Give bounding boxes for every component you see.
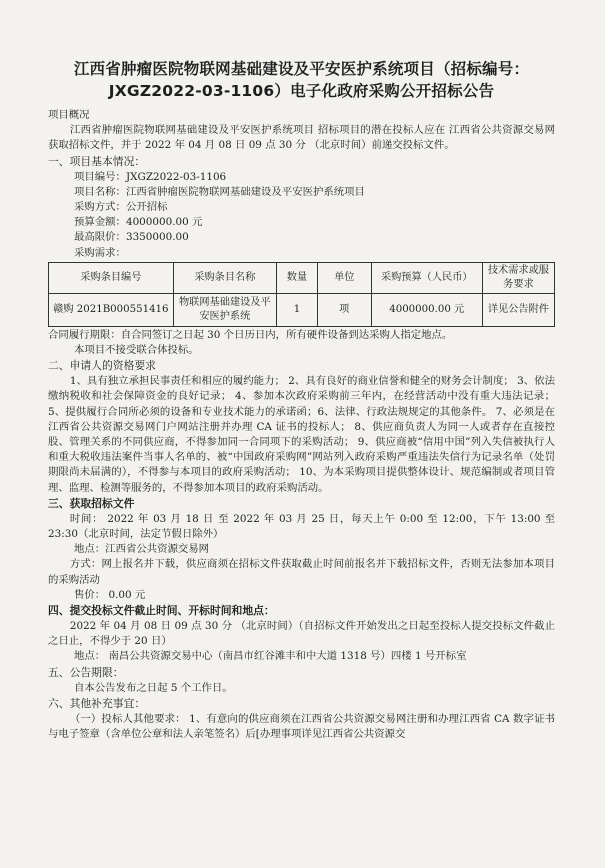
cell-unit: 项	[317, 293, 371, 326]
overview-heading: 项目概况	[48, 109, 90, 121]
contract-period: 合同履行期限：自合同签订之日起 30 个日历日内，所有硬件设备到达采购人指定地点。	[48, 328, 453, 341]
section4-heading: 四、提交投标文件截止时间、开标时间和地点：	[48, 604, 275, 618]
cell-quantity: 1	[277, 293, 318, 326]
document-price: 售价： 0.00 元	[74, 588, 146, 601]
section2-heading: 二、申请人的资格要求	[48, 359, 156, 373]
supplementary-text: （一）投标人其他要求： 1、有意向的供应商须在江西省公共资源交易网注册和办理江西省 CA 数字证书与电子签章（含单位公章和法人亲笔签名）后[办理事项详见江西省公共资源交	[48, 712, 555, 741]
deadline-time: 2022 年 04 月 08 日 09 点 30 分 （北京时间）（自招标文件开始发出之日起至投标人提交投标文件截止之日止，不得少于 20 日）	[48, 620, 555, 648]
table-header-row	[49, 262, 555, 293]
section1-heading: 一、项目基本情况：	[48, 154, 146, 168]
document-title	[48, 58, 555, 102]
procurement-needs-label: 采购需求：	[74, 246, 126, 259]
cell-item-name: 物联网基础建设及平安医护系统	[173, 293, 276, 326]
obtain-method: 方式：网上报名并下载，供应商须在招标文件获取截止时间前报名并下载招标文件，否则无法参加本项目的采购活动	[48, 558, 555, 586]
col-unit: 单位	[317, 262, 371, 293]
procurement-method: 采购方式：公开招标	[74, 201, 168, 214]
section6-heading: 六、其他补充事宜：	[48, 696, 146, 710]
col-budget: 采购预算（人民币）	[371, 262, 482, 293]
cell-requirements: 详见公告附件	[482, 293, 554, 326]
qualification-requirements: 1、具有独立承担民事责任和相应的履约能力； 2、具有良好的商业信誉和健全的财务会计制度； 3、依法缴纳税收和社会保障资金的良好记录； 4、参加本次政府采购前三年内，在经营活动中没有重大违法记录； 5、提供履行合同所必须的设备和专业技术能力的承诺函；6、法律、行政法规规定的其他条件。 7、必须是在江西省公共资源交易网门户网站注册并办理 CA 证书的投标人； 8、供应商负责人为同一人或者存在直接控股、管理关系的不同供应商，不得参加同一合同项下的采购活动； 9、供应商被“信用中国”列入失信被执行人和重大税收违法案件当事人名单的、被“中国政府采购网”网站列入政府采购严重违法失信行为记录名单（处罚期限尚未届满的），不得参与本项目的政府采购活动； 10、为本采购项目提供整体设计、规范编制或者项目管理、监理、检测等服务的，不得参加本项目的政府采购活动。	[48, 375, 555, 494]
section5-heading: 五、公告期限：	[48, 665, 124, 679]
project-number: 项目编号：JXGZ2022-03-1106	[74, 170, 227, 183]
cell-item-number: 赣购 2021B000551416	[49, 293, 174, 326]
cell-budget: 4000000.00 元	[371, 293, 482, 326]
obtain-place: 地点：江西省公共资源交易网	[74, 543, 210, 556]
section3-heading: 三、获取招标文件	[48, 496, 135, 510]
overview-text: 江西省肿瘤医院物联网基础建设及平安医护系统项目 招标项目的潜在投标人应在 江西省公共资源交易网 获取招标文件，并于 2022 年 04 月 08 日 09 点 30 分 （北京时间）前递交投标文件。	[48, 124, 555, 152]
obtain-time: 时间： 2022 年 03 月 18 日 至 2022 年 03 月 25 日，每天上午 0:00 至 12:00，下午 13:00 至 23:30（北京时间，法定节假日除外）	[48, 512, 555, 541]
col-quantity: 数量	[277, 262, 318, 293]
title-line-2: JXGZ2022-03-1106）电子化政府采购公开招标公告	[108, 82, 495, 100]
table-row	[49, 293, 555, 326]
project-name: 项目名称：江西省肿瘤医院物联网基础建设及平安医护系统项目	[74, 185, 365, 198]
notice-period: 自本公告发布之日起 5 个工作日。	[74, 681, 233, 694]
col-item-number: 采购条目编号	[49, 262, 174, 293]
col-item-name: 采购条目名称	[173, 262, 276, 293]
title-line-1: 江西省肿瘤医院物联网基础建设及平安医护系统项目（招标编号：	[73, 60, 530, 78]
budget-amount: 预算金额：4000000.00 元	[74, 216, 203, 229]
price-cap: 最高限价：3350000.00	[74, 231, 189, 244]
no-consortium-note: 本项目不接受联合体投标。	[74, 344, 199, 357]
opening-place: 地点： 南昌公共资源交易中心（南昌市红谷滩丰和中大道 1318 号）四楼 1 号开标室	[74, 650, 467, 663]
col-requirements: 技术需求或服务要求	[482, 262, 554, 293]
procurement-table	[48, 262, 555, 327]
